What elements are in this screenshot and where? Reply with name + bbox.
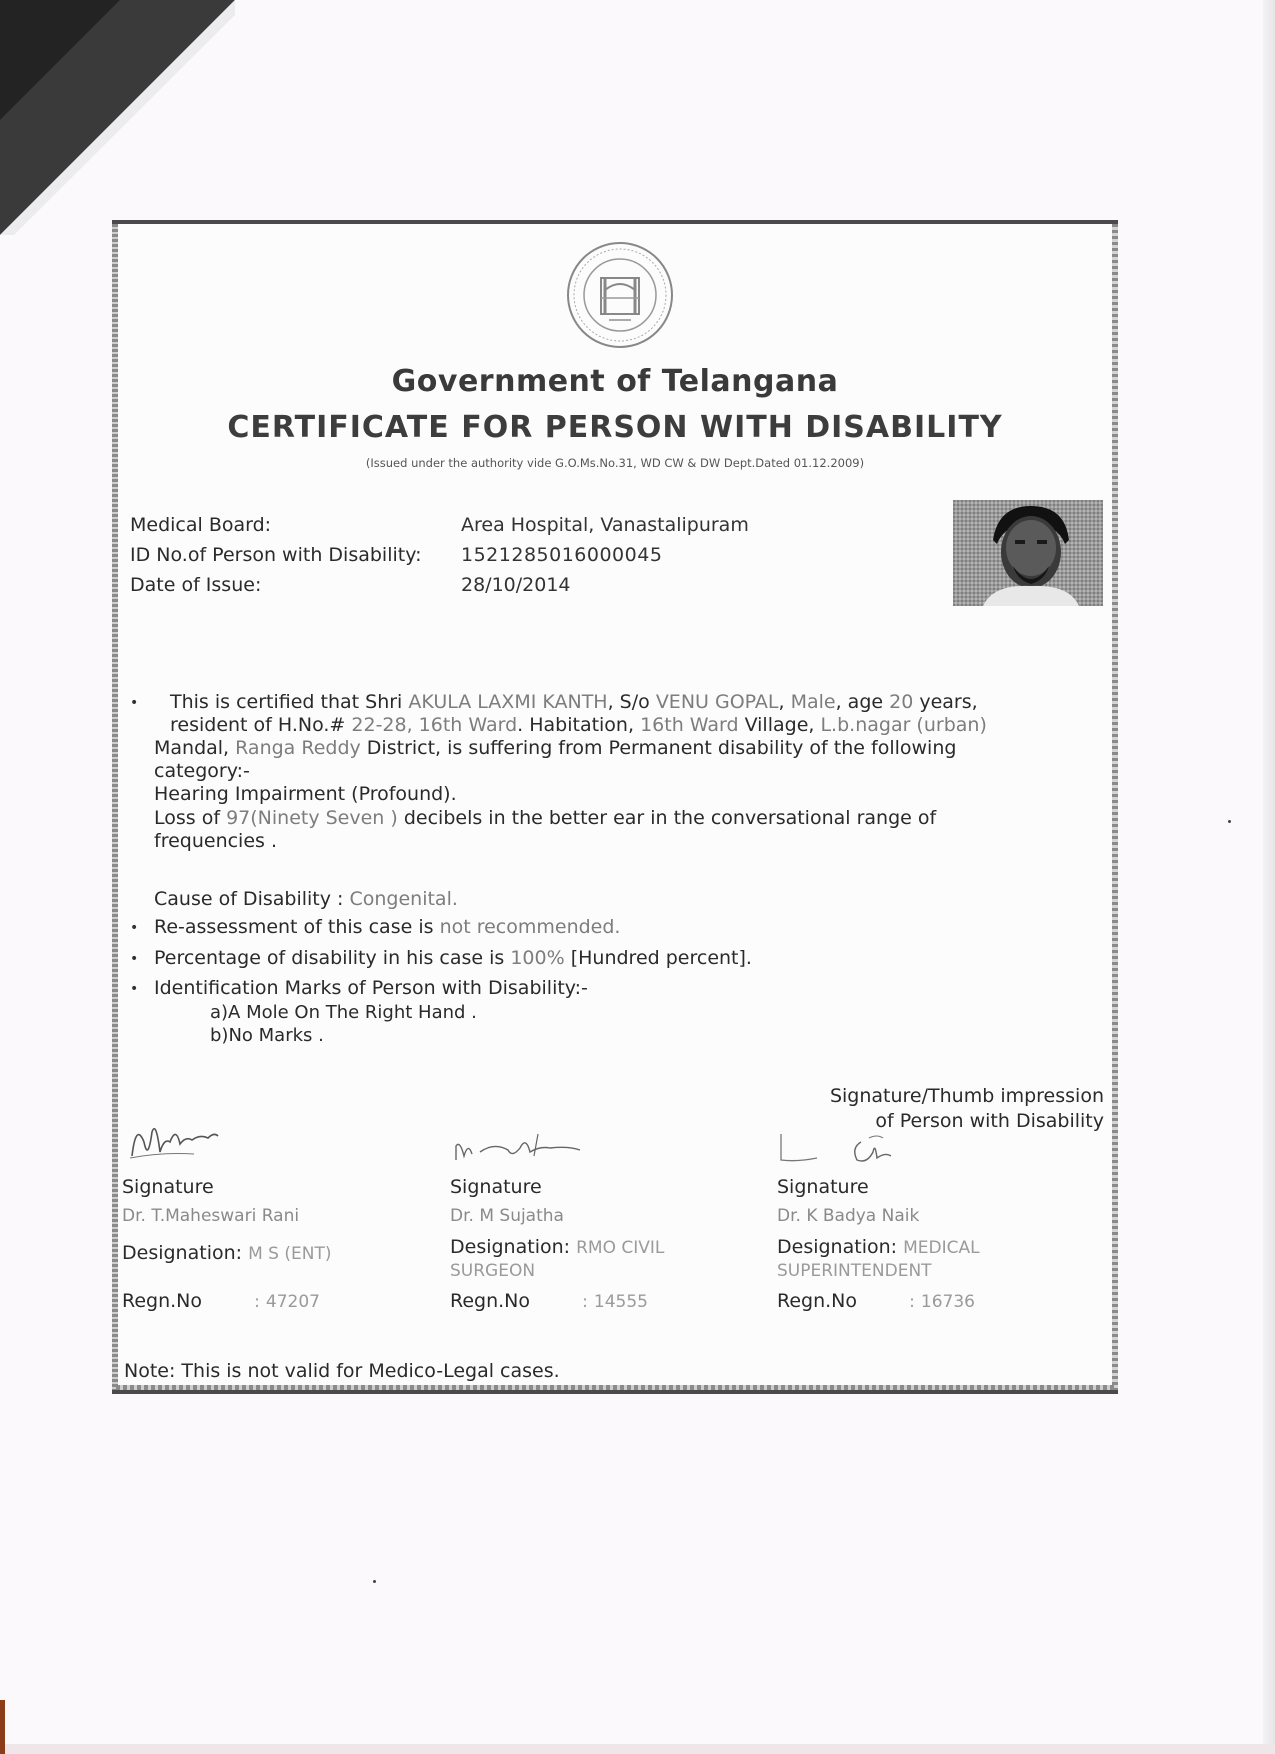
- signature-label: Signature: [122, 1176, 214, 1198]
- habitation: 16th Ward: [640, 714, 739, 736]
- scan-bottom-edge: [0, 1744, 1275, 1754]
- village: L.b.nagar (urban): [820, 714, 987, 736]
- house-number: 22-28, 16th Ward: [351, 714, 518, 736]
- handwritten-signature: [777, 1112, 937, 1172]
- legal-note: Note: This is not valid for Medico-Legal cases.: [124, 1360, 560, 1382]
- cause-of-disability: Cause of Disability : Congenital.: [154, 888, 458, 910]
- reassessment-value: not recommended.: [439, 916, 621, 938]
- person-photo: [953, 500, 1103, 606]
- scan-folded-corner: [0, 0, 235, 235]
- certification-line-2: resident of H.No.# 22-28, 16th Ward. Habitation, 16th Ward Village, L.b.nagar (urban): [170, 714, 987, 736]
- disability-category: Hearing Impairment (Profound).: [154, 783, 457, 805]
- id-number-value: 1521285016000045: [461, 544, 663, 566]
- signatory-name: Dr. M Sujatha: [450, 1206, 564, 1226]
- telangana-emblem-icon: [565, 240, 675, 350]
- certificate-title: CERTIFICATE FOR PERSON WITH DISABILITY: [227, 410, 1003, 445]
- certification-line-4: category:-: [154, 760, 250, 782]
- handwritten-signature: [122, 1112, 282, 1172]
- bullet: •: [130, 981, 139, 997]
- signatory-regn: Regn.No : 47207: [122, 1290, 320, 1312]
- date-of-issue-label: Date of Issue:: [130, 574, 262, 596]
- person-name: AKULA LAXMI KANTH: [408, 691, 608, 713]
- reassessment-line: Re-assessment of this case is not recommended.: [154, 916, 621, 938]
- identification-mark-b: b)No Marks .: [210, 1025, 324, 1046]
- medical-board-value: Area Hospital, Vanastalipuram: [461, 514, 749, 536]
- signatory-designation: Designation: M S (ENT): [122, 1242, 332, 1264]
- signatory-regn: Regn.No : 14555: [450, 1290, 648, 1312]
- thumb-impression-label: Signature/Thumb impression of Person with Disability: [829, 1085, 1104, 1132]
- scan-right-edge: [1263, 0, 1275, 1754]
- disability-certificate: [112, 220, 1118, 1394]
- certification-line-3: Mandal, Ranga Reddy District, is suffering from Permanent disability of the following: [154, 737, 957, 759]
- hearing-loss-line-2: frequencies .: [154, 830, 277, 852]
- bullet: •: [130, 695, 139, 711]
- gender: Male: [790, 691, 836, 713]
- regn-value: 16736: [920, 1292, 975, 1312]
- percentage-line: Percentage of disability in his case is 100% [Hundred percent].: [154, 947, 752, 969]
- signature-label: Signature: [450, 1176, 542, 1198]
- designation-value: RMO CIVIL SURGEON: [450, 1238, 665, 1281]
- certification-line-1: This is certified that Shri AKULA LAXMI KANTH, S/o VENU GOPAL, Male, age 20 years,: [170, 691, 978, 713]
- signature-label: Signature: [777, 1176, 869, 1198]
- government-title: Government of Telangana: [391, 364, 839, 399]
- district: Ranga Reddy: [235, 737, 361, 759]
- signatory-designation: Designation: MEDICAL SUPERINTENDENT: [777, 1236, 980, 1281]
- signatory-name: Dr. K Badya Naik: [777, 1206, 920, 1226]
- signatory-designation: Designation: RMO CIVIL SURGEON: [450, 1236, 665, 1281]
- designation-value: M S (ENT): [248, 1244, 332, 1264]
- certificate-bottom-border: [116, 1385, 1114, 1390]
- identification-mark-a: a)A Mole On The Right Hand .: [210, 1002, 477, 1023]
- scan-left-strip: [0, 1700, 5, 1754]
- hearing-loss-value: 97(Ninety Seven ): [226, 807, 398, 829]
- handwritten-signature: [450, 1112, 610, 1172]
- percentage-value: 100%: [510, 947, 565, 969]
- scan-speck: [373, 1580, 376, 1583]
- regn-value: 47207: [265, 1292, 320, 1312]
- hearing-loss-line-1: Loss of 97(Ninety Seven ) decibels in the better ear in the conversational range of: [154, 807, 937, 829]
- bullet: •: [130, 920, 139, 936]
- signatory-name: Dr. T.Maheswari Rani: [122, 1206, 300, 1226]
- father-name: VENU GOPAL: [655, 691, 779, 713]
- scan-speck: [1228, 820, 1231, 823]
- identification-marks-label: Identification Marks of Person with Disability:-: [154, 977, 588, 999]
- issuing-authority: (Issued under the authority vide G.O.Ms.No.31, WD CW & DW Dept.Dated 01.12.2009): [365, 456, 865, 470]
- id-number-label: ID No.of Person with Disability:: [130, 544, 422, 566]
- medical-board-label: Medical Board:: [130, 514, 272, 536]
- date-of-issue-value: 28/10/2014: [461, 574, 571, 596]
- regn-value: 14555: [593, 1292, 648, 1312]
- cause-value: Congenital.: [349, 888, 458, 910]
- age: 20: [889, 691, 914, 713]
- signatory-regn: Regn.No : 16736: [777, 1290, 975, 1312]
- bullet: •: [130, 951, 139, 967]
- designation-value: MEDICAL SUPERINTENDENT: [777, 1238, 980, 1281]
